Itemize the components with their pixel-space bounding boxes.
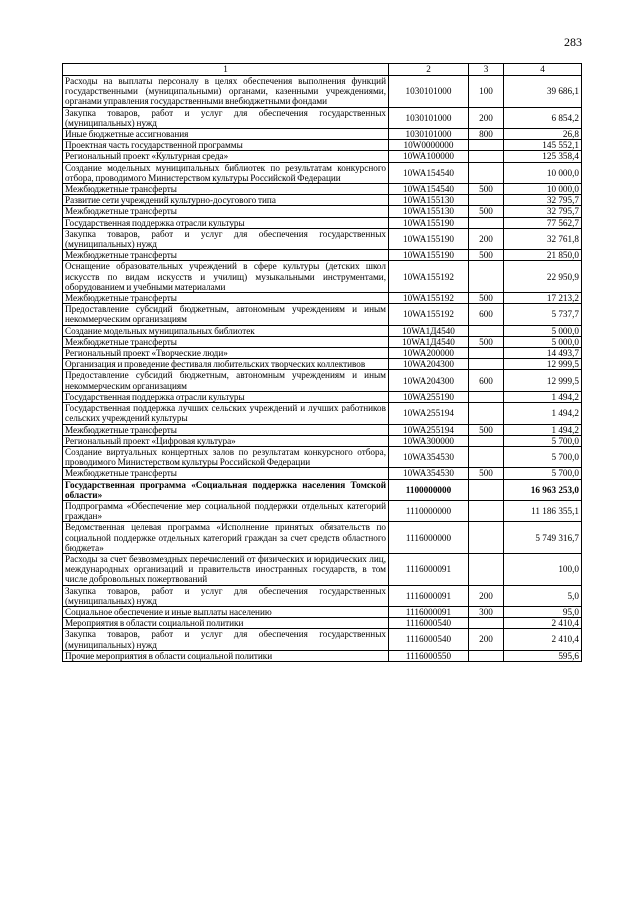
table-header-row (63, 64, 582, 76)
cell-name: Ведомственная целевая программа «Исполнение принятых обязательств по социальной поддержке отдельных категорий граждан за счет средств областного бюджета» (63, 522, 389, 554)
table-row (63, 195, 582, 206)
cell-code: 10WA1Д4540 (389, 325, 469, 336)
cell-type (469, 195, 504, 206)
cell-type: 200 (469, 629, 504, 650)
cell-code: 1116000091 (389, 606, 469, 617)
table-row (63, 606, 582, 617)
cell-code: 10WA155192 (389, 293, 469, 304)
table-row (63, 228, 582, 249)
cell-type (469, 618, 504, 629)
column-header-type: 3 (469, 64, 504, 76)
page-number: 283 (564, 35, 582, 49)
cell-name: Государственная поддержка отрасли культуры (63, 217, 389, 228)
cell-code: 10WA255194 (389, 424, 469, 435)
cell-name: Закупка товаров, работ и услуг для обеспечения государственных (муниципальных) нужд (63, 228, 389, 249)
cell-amount: 5 700,0 (504, 435, 582, 446)
cell-amount: 5 000,0 (504, 336, 582, 347)
cell-type: 500 (469, 424, 504, 435)
cell-amount: 21 850,0 (504, 250, 582, 261)
table-row (63, 446, 582, 467)
table-row (63, 217, 582, 228)
column-header-name: 1 (63, 64, 389, 76)
table-row (63, 293, 582, 304)
cell-name: Межбюджетные трансферты (63, 336, 389, 347)
cell-type: 200 (469, 228, 504, 249)
cell-amount: 5 000,0 (504, 325, 582, 336)
cell-code: 10WA155190 (389, 228, 469, 249)
table-row (63, 107, 582, 128)
cell-code: 10WA154540 (389, 162, 469, 183)
cell-amount: 1 494,2 (504, 403, 582, 424)
cell-code: 10WA255194 (389, 403, 469, 424)
table-row (63, 424, 582, 435)
cell-code: 1030101000 (389, 76, 469, 108)
table-row (63, 585, 582, 606)
cell-type (469, 162, 504, 183)
table-body (63, 76, 582, 662)
cell-code: 1030101000 (389, 129, 469, 140)
table-row (63, 391, 582, 402)
cell-amount: 5 700,0 (504, 468, 582, 479)
cell-code: 1030101000 (389, 107, 469, 128)
cell-type: 500 (469, 336, 504, 347)
cell-amount: 32 795,7 (504, 195, 582, 206)
cell-amount: 16 963 253,0 (504, 479, 582, 500)
cell-code: 10WA354530 (389, 468, 469, 479)
cell-amount: 10 000,0 (504, 162, 582, 183)
table-row (63, 650, 582, 661)
cell-code: 10WA155130 (389, 195, 469, 206)
cell-type (469, 391, 504, 402)
cell-name: Иные бюджетные ассигнования (63, 129, 389, 140)
cell-name: Развитие сети учреждений культурно-досугового типа (63, 195, 389, 206)
cell-type (469, 261, 504, 293)
cell-type (469, 435, 504, 446)
cell-code: 10WA155192 (389, 261, 469, 293)
cell-amount: 2 410,4 (504, 618, 582, 629)
cell-type: 500 (469, 293, 504, 304)
cell-code: 1116000550 (389, 650, 469, 661)
cell-type (469, 359, 504, 370)
cell-name: Межбюджетные трансферты (63, 424, 389, 435)
cell-name: Социальное обеспечение и иные выплаты населению (63, 606, 389, 617)
cell-type (469, 403, 504, 424)
table-row (63, 162, 582, 183)
cell-amount: 595,6 (504, 650, 582, 661)
cell-code: 10WA255190 (389, 391, 469, 402)
cell-name: Мероприятия в области социальной политики (63, 618, 389, 629)
cell-name: Подпрограмма «Обеспечение мер социальной поддержки отдельных категорий граждан» (63, 500, 389, 521)
column-header-code: 2 (389, 64, 469, 76)
cell-type (469, 325, 504, 336)
table-row (63, 76, 582, 108)
cell-amount: 145 552,1 (504, 140, 582, 151)
cell-name: Региональный проект «Творческие люди» (63, 348, 389, 359)
cell-amount: 77 562,7 (504, 217, 582, 228)
cell-code: 10W0000000 (389, 140, 469, 151)
cell-amount: 14 493,7 (504, 348, 582, 359)
table-row (63, 553, 582, 585)
cell-name: Межбюджетные трансферты (63, 293, 389, 304)
table-row (63, 184, 582, 195)
table-row (63, 129, 582, 140)
cell-code: 1116000540 (389, 618, 469, 629)
cell-type (469, 479, 504, 500)
cell-code: 10WA154540 (389, 184, 469, 195)
cell-code: 10WA204300 (389, 370, 469, 391)
cell-amount: 100,0 (504, 553, 582, 585)
cell-name: Межбюджетные трансферты (63, 184, 389, 195)
cell-type: 100 (469, 76, 504, 108)
cell-amount: 12 999,5 (504, 370, 582, 391)
cell-code: 10WA354530 (389, 446, 469, 467)
cell-type (469, 553, 504, 585)
cell-name: Региональный проект «Цифровая культура» (63, 435, 389, 446)
cell-amount: 5,0 (504, 585, 582, 606)
cell-name: Государственная поддержка лучших сельских учреждений и лучших работников сельских учреждений культуры (63, 403, 389, 424)
cell-type (469, 446, 504, 467)
cell-amount: 95,0 (504, 606, 582, 617)
cell-code: 10WA155130 (389, 206, 469, 217)
cell-name: Региональный проект «Культурная среда» (63, 151, 389, 162)
cell-type: 500 (469, 468, 504, 479)
cell-name: Закупка товаров, работ и услуг для обеспечения государственных (муниципальных) нужд (63, 107, 389, 128)
table-row (63, 522, 582, 554)
cell-code: 10WA155192 (389, 304, 469, 325)
cell-code: 1116000000 (389, 522, 469, 554)
cell-code: 1116000091 (389, 553, 469, 585)
cell-name: Государственная программа «Социальная поддержка населения Томской области» (63, 479, 389, 500)
cell-name: Предоставление субсидий бюджетным, автономным учреждениям и иным некоммерческим организациям (63, 304, 389, 325)
cell-name: Прочие мероприятия в области социальной политики (63, 650, 389, 661)
table-row (63, 151, 582, 162)
cell-amount: 6 854,2 (504, 107, 582, 128)
cell-code: 10WA155190 (389, 217, 469, 228)
cell-name: Межбюджетные трансферты (63, 206, 389, 217)
cell-type: 200 (469, 585, 504, 606)
cell-type (469, 217, 504, 228)
column-header-amount: 4 (504, 64, 582, 76)
table-row (63, 435, 582, 446)
table-row (63, 500, 582, 521)
cell-code: 10WA155190 (389, 250, 469, 261)
table-row (63, 336, 582, 347)
cell-type (469, 140, 504, 151)
cell-type: 500 (469, 206, 504, 217)
cell-type: 600 (469, 370, 504, 391)
cell-code: 10WA204300 (389, 359, 469, 370)
cell-type: 500 (469, 184, 504, 195)
table-row (63, 359, 582, 370)
cell-name: Расходы за счет безвозмездных перечислений от физических и юридических лиц, международных организаций и правительств иностранных государств, в том числе добровольных пожертвований (63, 553, 389, 585)
cell-amount: 1 494,2 (504, 391, 582, 402)
cell-code: 1100000000 (389, 479, 469, 500)
table-row (63, 250, 582, 261)
cell-type: 300 (469, 606, 504, 617)
budget-table (62, 63, 582, 662)
cell-name: Оснащение образовательных учреждений в сфере культуры (детских школ искусств по видам искусств и училищ) музыкальными инструментами, оборудованием и учебными материалами (63, 261, 389, 293)
cell-name: Создание модельных муниципальных библиотек по результатам конкурсного отбора, проводимого Министерством культуры Российской Федерации (63, 162, 389, 183)
cell-name: Проектная часть государственной программы (63, 140, 389, 151)
cell-name: Предоставление субсидий бюджетным, автономным учреждениям и иным некоммерческим организациям (63, 370, 389, 391)
cell-amount: 5 700,0 (504, 446, 582, 467)
table-row (63, 629, 582, 650)
cell-amount: 5 737,7 (504, 304, 582, 325)
cell-name: Государственная поддержка отрасли культуры (63, 391, 389, 402)
cell-type (469, 522, 504, 554)
cell-code: 10WA200000 (389, 348, 469, 359)
cell-amount: 11 186 355,1 (504, 500, 582, 521)
table-row (63, 261, 582, 293)
table-row (63, 468, 582, 479)
cell-amount: 2 410,4 (504, 629, 582, 650)
cell-code: 1116000540 (389, 629, 469, 650)
cell-name: Закупка товаров, работ и услуг для обеспечения государственных (муниципальных) нужд (63, 585, 389, 606)
cell-amount: 17 213,2 (504, 293, 582, 304)
table-row (63, 304, 582, 325)
table-row (63, 206, 582, 217)
cell-type (469, 151, 504, 162)
cell-code: 10WA1Д4540 (389, 336, 469, 347)
cell-name: Закупка товаров, работ и услуг для обеспечения государственных (муниципальных) нужд (63, 629, 389, 650)
table-row (63, 325, 582, 336)
cell-name: Расходы на выплаты персоналу в целях обеспечения выполнения функций государственными (муниципальными) органами, казенными учреждениями, органами управления государственными внебюджетными фондами (63, 76, 389, 108)
cell-name: Межбюджетные трансферты (63, 468, 389, 479)
cell-code: 10WA300000 (389, 435, 469, 446)
cell-type: 600 (469, 304, 504, 325)
cell-amount: 32 761,8 (504, 228, 582, 249)
table-row (63, 348, 582, 359)
cell-amount: 12 999,5 (504, 359, 582, 370)
cell-amount: 32 795,7 (504, 206, 582, 217)
cell-type (469, 650, 504, 661)
table-row (63, 370, 582, 391)
cell-name: Создание модельных муниципальных библиотек (63, 325, 389, 336)
cell-amount: 22 950,9 (504, 261, 582, 293)
cell-amount: 5 749 316,7 (504, 522, 582, 554)
cell-amount: 26,8 (504, 129, 582, 140)
table-row (63, 618, 582, 629)
cell-name: Организация и проведение фестиваля любительских творческих коллективов (63, 359, 389, 370)
table-row (63, 403, 582, 424)
cell-type: 200 (469, 107, 504, 128)
cell-type: 500 (469, 250, 504, 261)
cell-amount: 39 686,1 (504, 76, 582, 108)
cell-name: Межбюджетные трансферты (63, 250, 389, 261)
table-row (63, 140, 582, 151)
cell-amount: 125 358,4 (504, 151, 582, 162)
table-row (63, 479, 582, 500)
cell-amount: 1 494,2 (504, 424, 582, 435)
cell-code: 10WA100000 (389, 151, 469, 162)
cell-name: Создание виртуальных концертных залов по результатам конкурсного отбора, проводимого Министерством культуры Российской Федерации (63, 446, 389, 467)
cell-code: 1110000000 (389, 500, 469, 521)
cell-code: 1116000091 (389, 585, 469, 606)
cell-type (469, 348, 504, 359)
cell-type: 800 (469, 129, 504, 140)
cell-type (469, 500, 504, 521)
cell-amount: 10 000,0 (504, 184, 582, 195)
